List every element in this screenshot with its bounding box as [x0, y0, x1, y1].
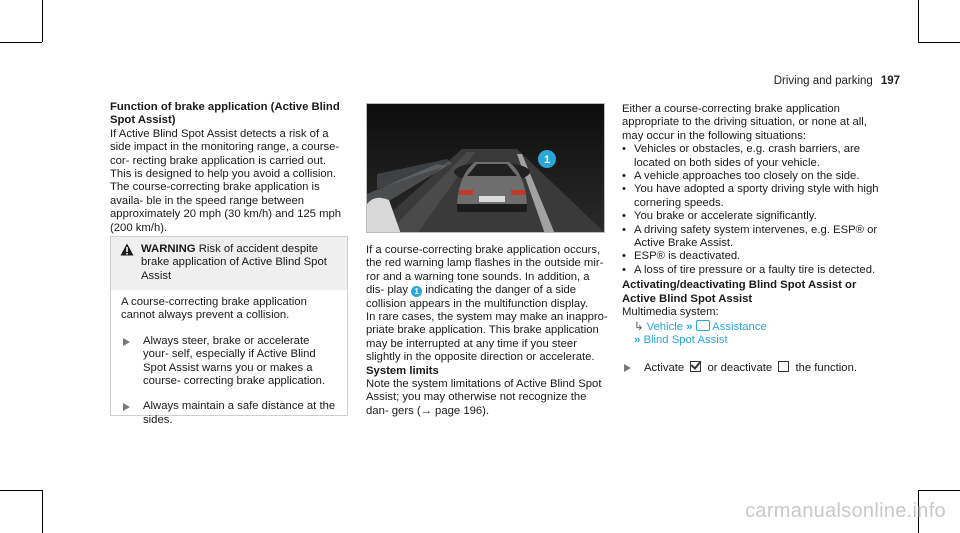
warning-step [121, 335, 337, 389]
menu-item-blind-spot-assist: Blind Spot Assist [643, 333, 728, 346]
crop-mark [0, 490, 42, 491]
action-text: or deactivate [707, 362, 773, 375]
list-item: • A driving safety system intervenes, e.g. ESP® or Active Brake Assist. [622, 223, 878, 250]
paragraph: Note the system limitations of Active Blind Spot Assist; you may otherwise not recognize the dan- gers (→ page 196). [366, 378, 602, 417]
middle-column [366, 244, 610, 418]
subheading: System limits [366, 364, 439, 377]
list-item-text: You have adopted a sporty driving style with high cornering speeds. [634, 183, 879, 209]
warning-step [121, 400, 337, 427]
action-text: Activate [644, 362, 685, 375]
watermark: carmanualsonline.info [745, 500, 946, 522]
crop-mark [42, 0, 43, 42]
paragraph: The course-correcting brake application is availa- ble in the speed range between approximately 20 mph (30 km/h) and 125 mph (200 km/h). [110, 181, 342, 234]
list-item-text: You brake or accelerate significantly. [634, 210, 817, 223]
callout-marker: 1 [411, 286, 422, 297]
paragraph: If Active Blind Spot Assist detects a risk of a side impact in the monitoring range, a course-cor- recting brake application is carried out. This is designed to help you avoid a collision. [110, 127, 340, 181]
warning-step-text: Always steer, brake or accelerate your- self, especially if Active Blind Spot Assist warns you or makes a course- correcting brake application. [143, 334, 326, 388]
list-item: • Vehicles or obstacles, e.g. crash barriers, are located on both sides of your vehicle. [622, 143, 861, 169]
warning-label: WARNING [141, 243, 196, 255]
car-assist-icon [696, 320, 710, 331]
section-heading: Function of brake application (Active Blind Spot Assist) [110, 101, 340, 127]
double-chevron-icon: » [634, 333, 641, 346]
crop-mark [42, 490, 43, 533]
crop-mark [918, 42, 960, 43]
list-item-text: A driving safety system intervenes, e.g. ESP® or Active Brake Assist. [634, 223, 878, 250]
paragraph [366, 244, 610, 311]
list-item-text: A vehicle approaches too closely on the side. [634, 170, 860, 183]
multimedia-label: Multimedia system: [622, 306, 719, 319]
paragraph-text: indicating the danger of a side collision appears in the multifunction display. [366, 284, 589, 310]
list-item-text: Vehicles or obstacles, e.g. crash barriers, are located on both sides of your vehicle. [634, 143, 861, 169]
list-item: • A loss of tire pressure or a faulty tire is detected. [622, 263, 876, 276]
double-chevron-icon: » [686, 320, 693, 333]
list-item: • ESP® is deactivated. [622, 250, 741, 263]
menu-path [622, 320, 882, 334]
paragraph: In rare cases, the system may make an inappro- priate brake application. This brake application may be interrupted at any time if you steer slightly in the opposite direction or accelerate. [366, 311, 608, 364]
warning-body [111, 290, 347, 433]
arrow-icon [123, 338, 130, 346]
action-step [622, 361, 882, 375]
return-arrow-icon: ↳ [634, 320, 644, 333]
left-column [110, 101, 350, 235]
crop-mark [918, 490, 960, 491]
warning-header [111, 237, 347, 290]
warning-body-text: A course-correcting brake application cannot always prevent a collision. [121, 296, 307, 322]
checkbox-checked-icon [690, 361, 701, 372]
arrow-icon [123, 403, 130, 411]
list-item-text: ESP® is deactivated. [634, 250, 741, 263]
menu-item-assistance: Assistance [712, 320, 767, 333]
checkbox-unchecked-icon [778, 361, 789, 372]
list-item: • You brake or accelerate significantly. [622, 210, 817, 223]
arrow-icon [624, 364, 631, 372]
warning-step-text: Always maintain a safe distance at the sides. [143, 400, 336, 426]
warning-text: Risk of accident despite brake application of Active Blind Spot Assist [141, 243, 327, 282]
page-number: 197 [880, 75, 900, 87]
menu-path [622, 334, 882, 347]
page-header [774, 75, 900, 87]
paragraph-text: If a course-correcting brake application occurs, the red warning lamp flashes in the outside mir- ror and a warning tone sounds. In addition, a dis- play [366, 244, 604, 297]
callout-number: 1 [543, 154, 551, 166]
car-rear-view-image [367, 104, 605, 233]
right-column [622, 103, 882, 376]
crop-mark [918, 0, 919, 42]
list-item-text: A loss of tire pressure or a faulty tire is detected. [634, 263, 876, 276]
subheading: Activating/deactivating Blind Spot Assist or Active Blind Spot Assist [622, 279, 857, 305]
list-item: • You have adopted a sporty driving style with high cornering speeds. [622, 183, 879, 209]
crop-mark [0, 42, 42, 43]
action-text: the function. [795, 362, 857, 375]
list-item: • A vehicle approaches too closely on the side. [622, 170, 860, 183]
section-title: Driving and parking [773, 75, 873, 87]
paragraph: Either a course-correcting brake application appropriate to the driving situation, or none at all, may occur in the following situations: [622, 103, 867, 142]
menu-item-vehicle: Vehicle [646, 320, 684, 333]
car-illustration [366, 103, 605, 233]
warning-box [110, 236, 348, 426]
warning-triangle-icon [120, 243, 134, 256]
